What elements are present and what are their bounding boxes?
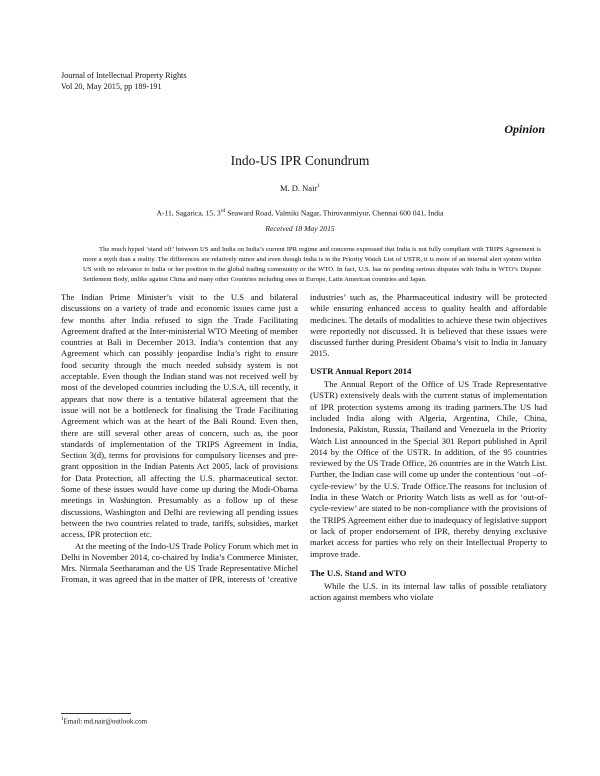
affiliation-part-1: A-11, Sagarica, 15, 3 xyxy=(156,208,221,218)
section-label: Opinion xyxy=(504,122,545,136)
abstract: The much hyped ‘stand off’ between US and India on India’s current IPR regime and concerns expressed that India is not fully compliant with TRIPS Agreement is more a myth than a reality. The differences are relatively minor and even though India is in the Priority Watch List of USTR, it is more of an internal alert system within US with no relevance to India or her position in the global trading community or the WTO. In fact, U.S. has no pending serious disputes with India in WTO’s Dispute Settlement Body, unlike against China and many other Countries including ones in Europe, Latin American countries and Japan. xyxy=(83,246,541,284)
section-heading-us-stand: The U.S. Stand and WTO xyxy=(310,567,407,578)
footnote-divider xyxy=(61,713,131,714)
journal-name: Journal of Intellectual Property Rights xyxy=(61,71,187,80)
footnote-mark: 1 xyxy=(61,717,64,722)
footnote-text: Email: md.nair@outlook.com xyxy=(63,717,148,726)
section-heading-ustr: USTR Annual Report 2014 xyxy=(310,365,412,376)
article-author xyxy=(0,183,600,193)
affiliation-ordinal: rd xyxy=(220,208,226,214)
paragraph: At the meeting of the Indo-US Trade Policy Forum which met in Delhi in November 2014, co-chaired by India’s Commerce Minister, Mrs. Nirmala Seetharaman and the US Trade Representative Michel Froman, it was agreed that in the matter of IPR, interests of ‘creative xyxy=(61,540,298,585)
paragraph: industries’ such as, the Pharmaceutical industry will be protected while ensuring enhanced access to quality health and affordable medicines. The details of modalities to achieve these twin objectives were reportedly not discussed. It is believed that these issues were discussed further during President Obama’s visit to India in January 2015. xyxy=(310,292,547,359)
paragraph: The Annual Report of the Office of US Trade Representative (USTR) extensively deals with the current status of implementation of IPR protection systems among its trading partners.The US had included India along with Algeria, Argentina, Chile, China, Indonesia, Pakistan, Russia, Thailand and Venezuela in the Priority Watch List announced in the Special 301 Report published in April 2014 by the Office of the USTR. In addition, of the 95 countries reviewed by the US Trade Office, 26 countries are in the Watch List. Further, the Indian case will come up under the contentious ‘out –of-cycle-review’ by the U.S. Trade Office.The reasons for inclusion of India in these Watch or Priority Watch lists as well as for ‘out-of-cycle-review’ are stated to be non-compliance with the provisions of the TRIPS Agreement either due to inadequacy of legislative support or lack of proper endorsement of IPR, thereby denying exclusive market access for parties who rely on their Intellectual Property to improve trade. xyxy=(310,379,547,559)
body-column-right xyxy=(310,292,547,604)
paragraph: While the U.S. in its internal law talks of possible retaliatory action against members who violate xyxy=(310,581,547,603)
journal-header xyxy=(61,71,187,92)
journal-volume: Vol 20, May 2015, pp 189-191 xyxy=(61,81,162,91)
article-title: Indo-US IPR Conundrum xyxy=(230,153,370,168)
footnote xyxy=(61,717,147,725)
author-footnote-mark: 1 xyxy=(317,183,321,190)
author-name: M. D. Nair xyxy=(279,183,318,193)
paragraph: The Indian Prime Minister’s visit to the U.S and bilateral discussions on a variety of trade and economic issues came just a few months after India refused to sign the Trade Facilitating Agreement drafted at the Inter-ministerial WTO Meeting of member countries at Bali in December 2013. India’s contention that any Agreement which can possibly jeopardise India’s right to ensure food security through the much needed subsidy system is not acceptable. Even though the Indian stand was not received well by most of the developed countries including the U.S.A, till recently, it appears that now there is a tentative bilateral agreement that the issue will not be a bottleneck for finalising the Trade Facilitating Agreement which was at the heart of the Bali Round. Even then, there are still several other areas of concern, such as, the poor standards of implementation of the TRIPS Agreement in India, Section 3(d), terms for provisions for compulsory licenses and pre-grant opposition in the Indian Patents Act 2005, lack of provisions for Data Protection, all affecting the U.S. pharmaceutical sector. Some of these issues would have come up during the Modi-Obama meetings in Washington. Presumably as a follow up of these discussions, Washington and Delhi are reviewing all pending issues between the two countries related to trade, tariffs, subsidies, market access, IPR protection etc. xyxy=(61,292,298,540)
body-column-left xyxy=(61,292,298,586)
affiliation-part-2: Seaward Road, Valmiki Nagar, Thiruvanmiyur, Chennai 600 041, India xyxy=(225,208,444,218)
author-affiliation xyxy=(0,208,600,218)
received-date: Received 18 May 2015 xyxy=(265,224,335,233)
